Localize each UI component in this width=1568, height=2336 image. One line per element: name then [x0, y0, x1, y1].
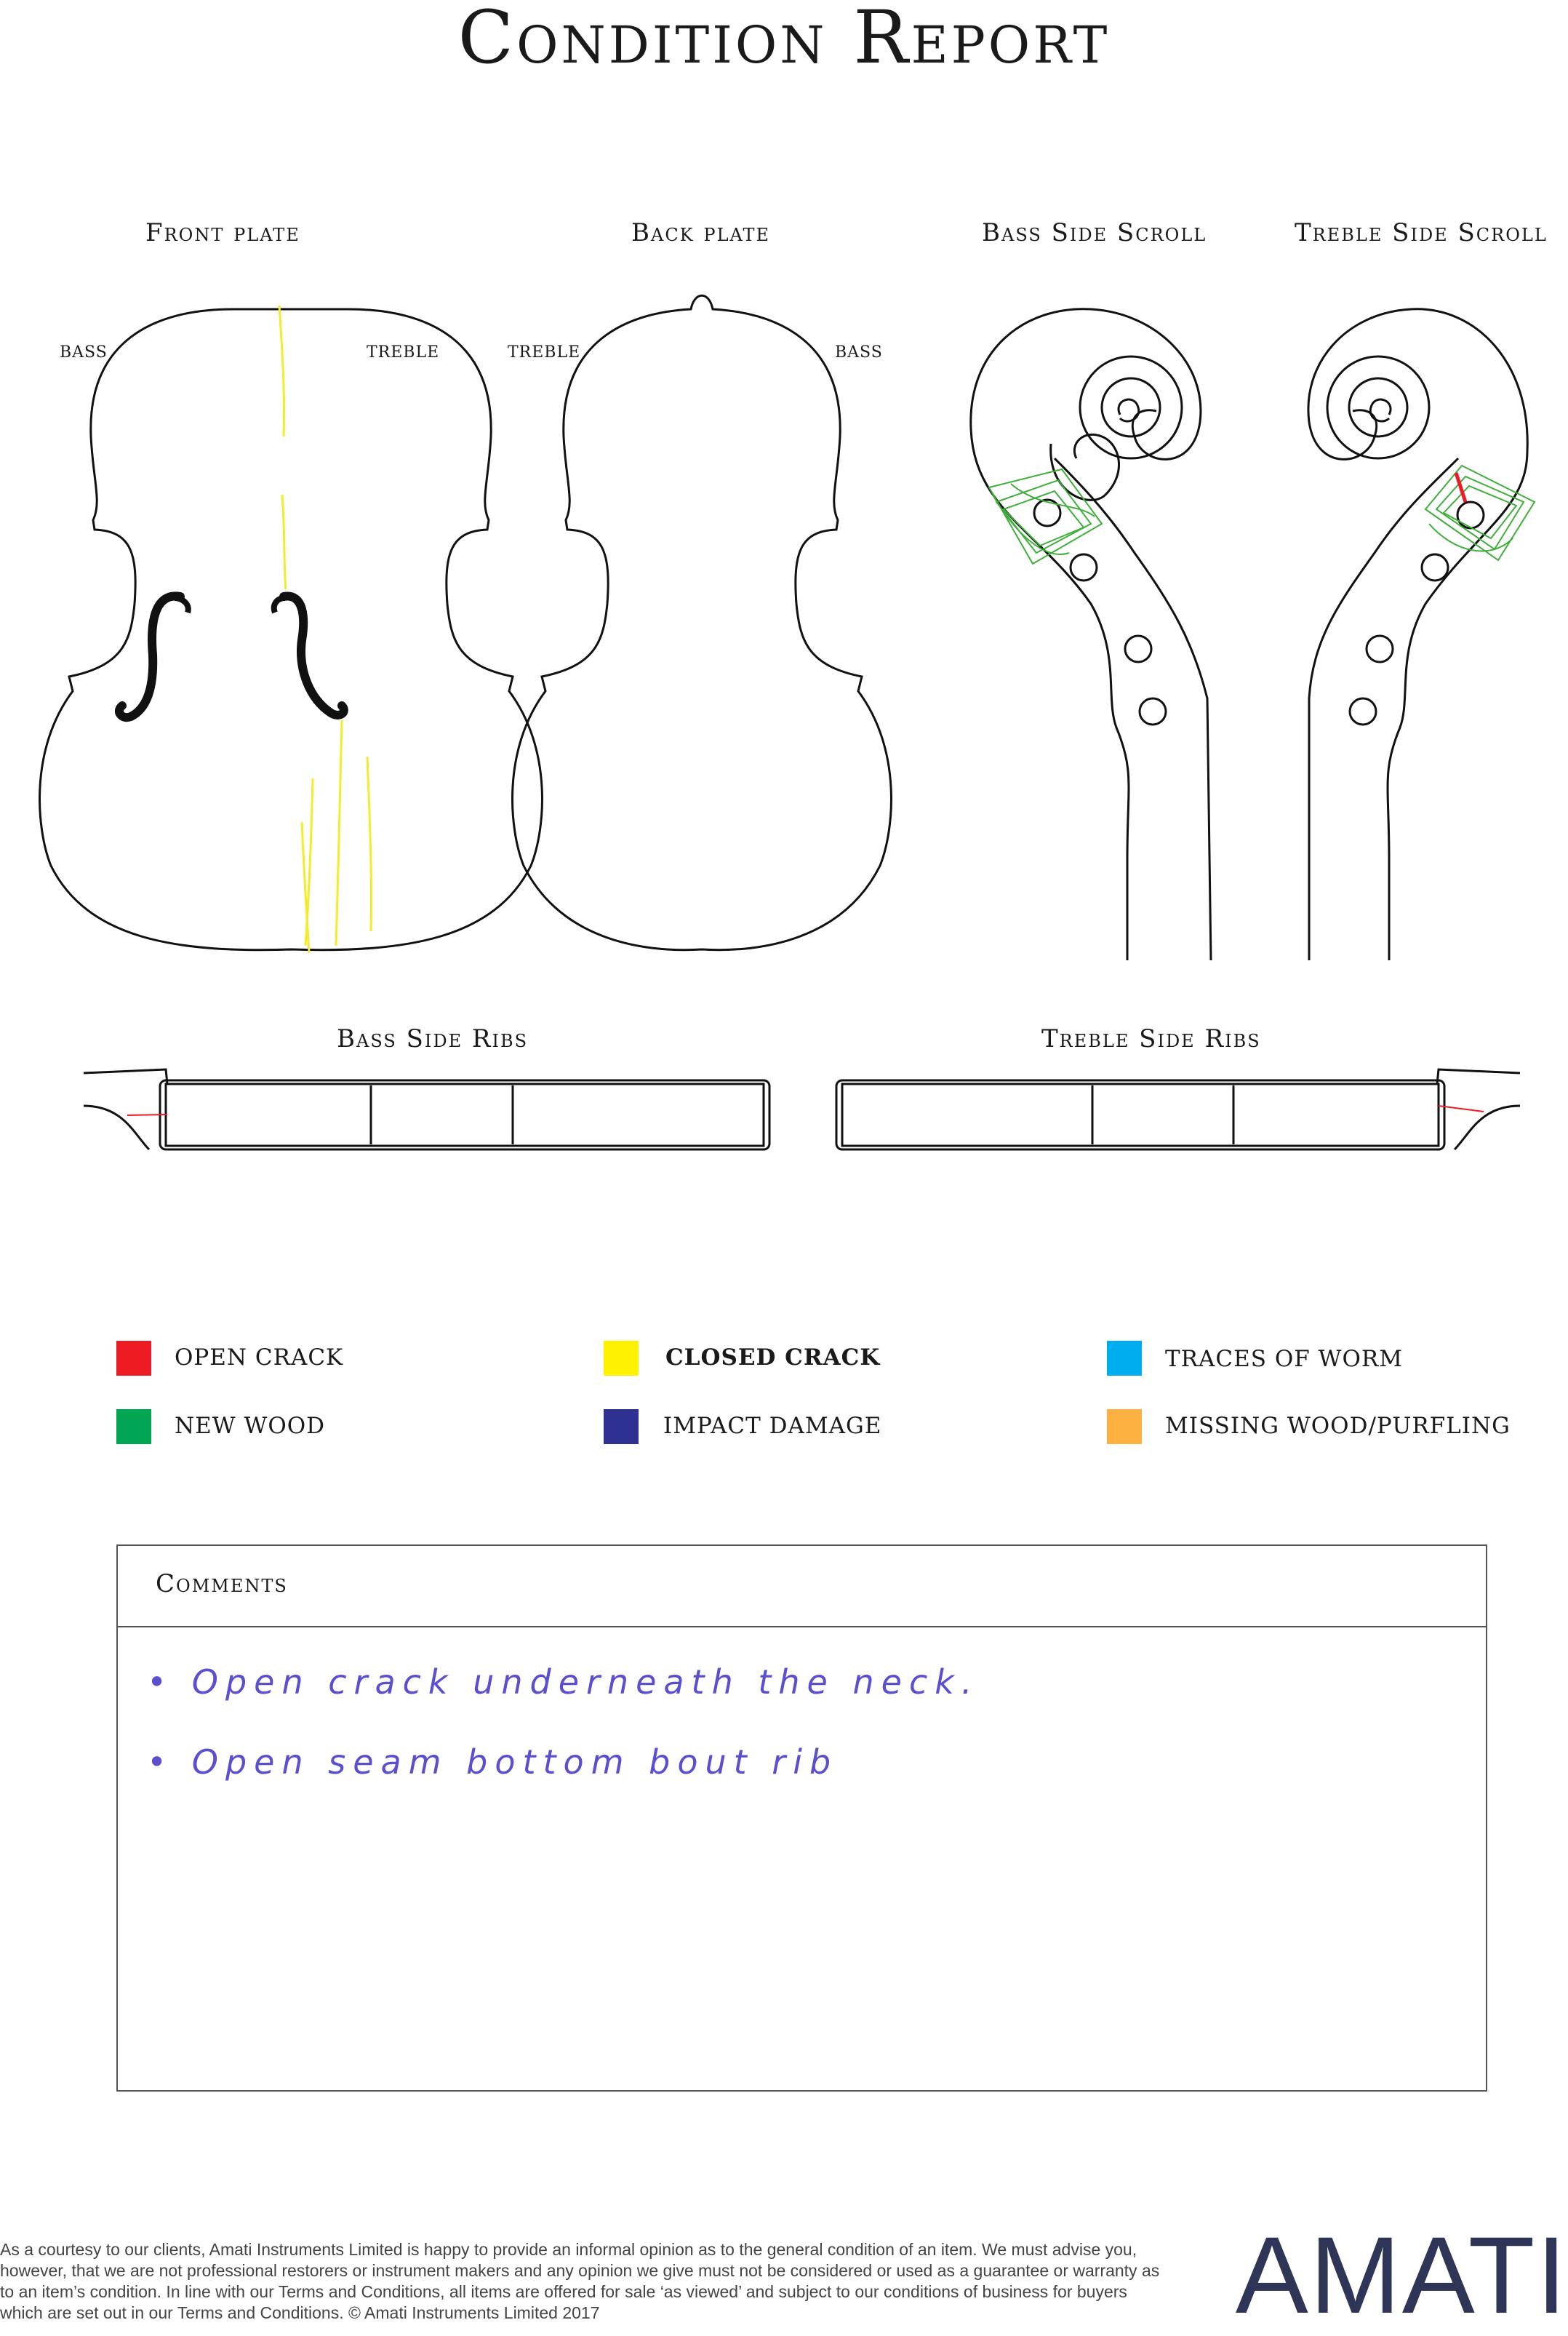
front-plate-label: Front plate: [145, 218, 300, 247]
brand-logo: AMATI: [1235, 2214, 1568, 2336]
legend-label-impact-damage: IMPACT DAMAGE: [663, 1413, 882, 1439]
legend-swatch-missing-wood: [1107, 1409, 1142, 1444]
bass-side-scroll-label: Bass Side Scroll: [982, 218, 1207, 247]
legend-swatch-open-crack: [116, 1341, 151, 1376]
back-plate-label: Back plate: [631, 218, 771, 247]
comments-header: [118, 1546, 1486, 1627]
legend-swatch-impact-damage: [604, 1409, 639, 1444]
legend-label-closed-crack: CLOSED CRACK: [665, 1344, 881, 1371]
legend-label-traces-of-worm: TRACES OF WORM: [1165, 1346, 1403, 1372]
legend-swatch-traces-of-worm: [1107, 1341, 1142, 1376]
bass-side-ribs-label: Bass Side Ribs: [337, 1024, 529, 1053]
comment-line-1: • Open crack underneath the neck.: [147, 1662, 980, 1702]
treble-side-ribs-label: Treble Side Ribs: [1041, 1024, 1261, 1053]
comments-box: [116, 1544, 1487, 2092]
legend-swatch-closed-crack: [604, 1341, 639, 1376]
comments-title: Comments: [156, 1569, 288, 1598]
legend-label-open-crack: OPEN CRACK: [175, 1344, 344, 1371]
front-plate-bass-label: BASS: [60, 343, 108, 362]
disclaimer-text: As a courtesy to our clients, Amati Instruments Limited is happy to provide an informal opinion as to the general condition of an item. We must advise you, however, that we are not professional restorers or instrument makers and any opinion we give must not be considered or used as a guarantee or warranty as to an item’s condition. In line with our Terms and Conditions, all items are offered for sale ‘as viewed’ and subject to our conditions of business for buyers which are set out in our Terms and Conditions. © Amati Instruments Limited 2017: [0, 2240, 1160, 2322]
back-plate-bass-label: BASS: [835, 343, 883, 362]
back-plate-treble-label: TREBLE: [508, 343, 581, 362]
comment-line-2: • Open seam bottom bout rib: [147, 1742, 839, 1782]
comment-line-1-text: Open crack underneath the neck.: [191, 1662, 980, 1702]
legend-label-missing-wood: MISSING WOOD/PURFLING: [1165, 1413, 1511, 1439]
treble-side-scroll-label: Treble Side Scroll: [1295, 218, 1548, 247]
comment-line-2-text: Open seam bottom bout rib: [191, 1742, 839, 1782]
front-plate-treble-label: TREBLE: [367, 343, 440, 362]
page-title: Condition Report: [457, 0, 1111, 80]
legend-label-new-wood: NEW WOOD: [175, 1413, 326, 1439]
legend-swatch-new-wood: [116, 1409, 151, 1444]
